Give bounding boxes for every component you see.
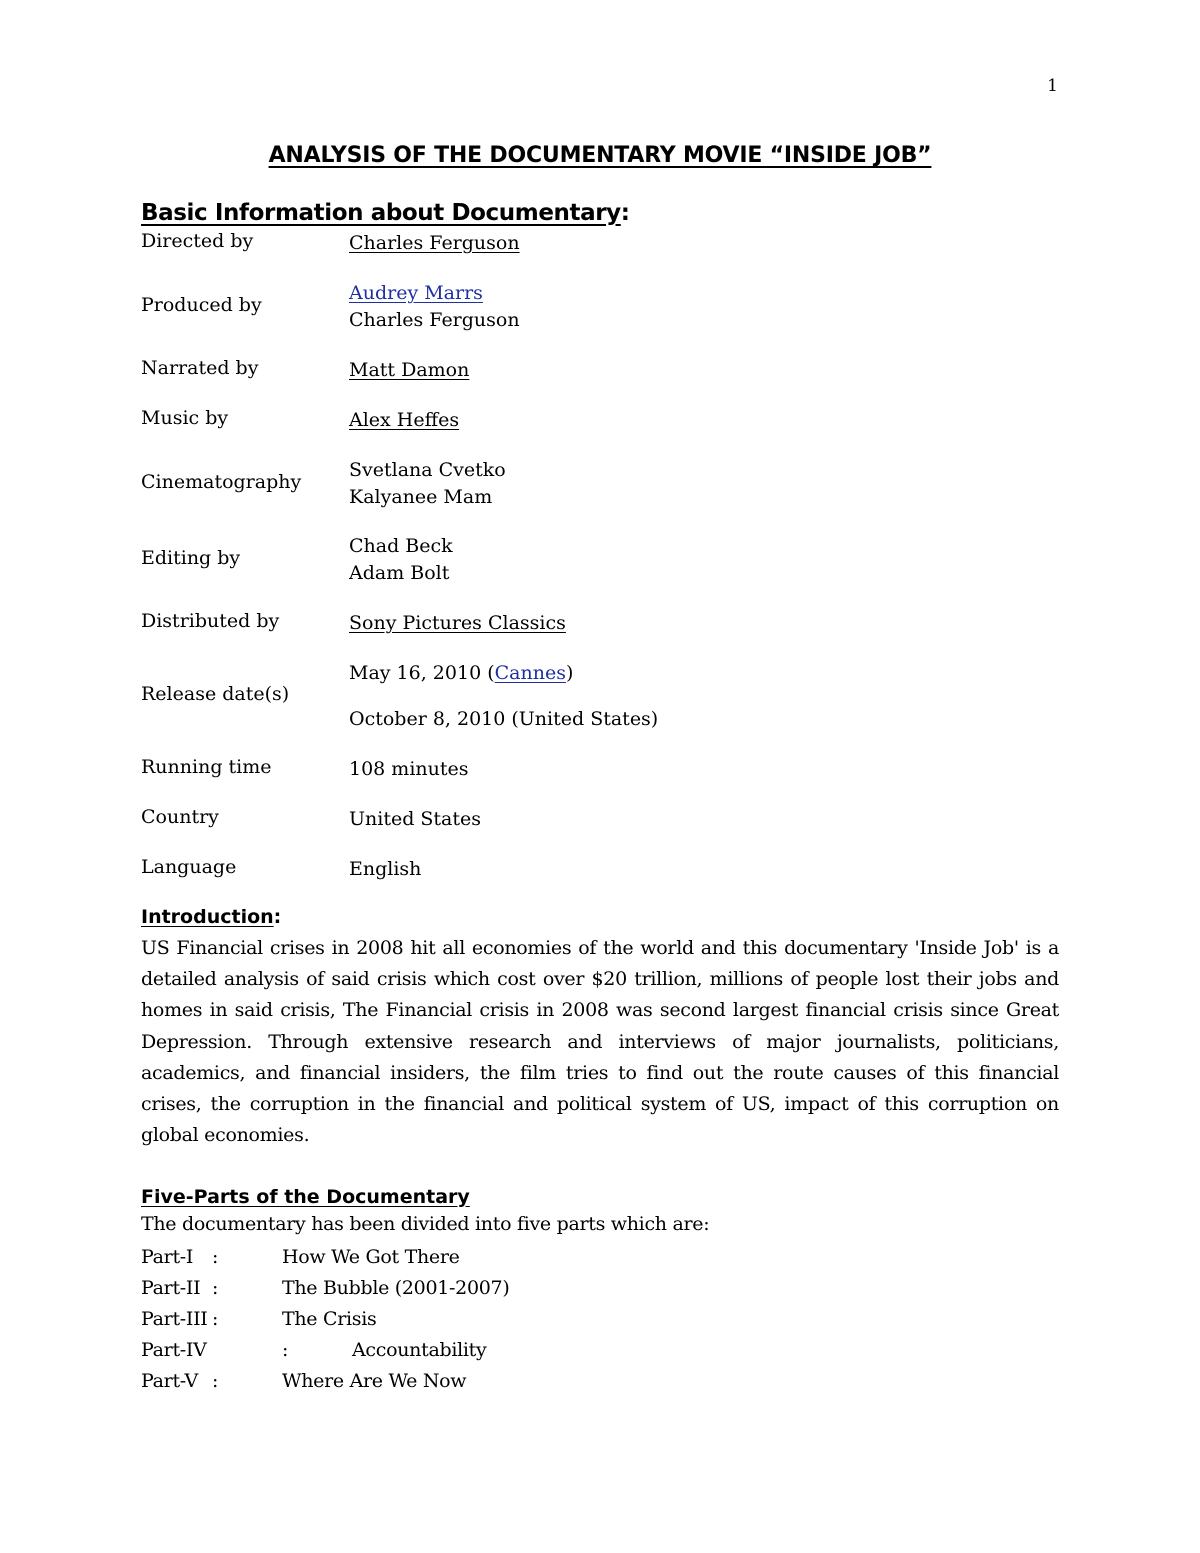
info-label: Editing by xyxy=(141,547,241,569)
info-label: Language xyxy=(141,856,237,878)
five-parts-heading xyxy=(141,1186,470,1208)
info-label: Produced by xyxy=(141,294,262,316)
page-number: 1 xyxy=(1047,76,1058,96)
part-label: Part-III xyxy=(141,1308,208,1330)
part-colon: : xyxy=(212,1246,219,1268)
five-parts-heading-text: Five-Parts of the Documentary xyxy=(141,1186,470,1208)
info-value: Chad Beck xyxy=(349,535,453,557)
part-colon: : xyxy=(212,1277,219,1299)
part-title: Accountability xyxy=(352,1339,487,1361)
document-title xyxy=(0,143,1200,168)
part-label: Part-IV xyxy=(141,1339,207,1361)
info-value: English xyxy=(349,858,422,880)
info-label: Release date(s) xyxy=(141,683,290,705)
part-label: Part-II xyxy=(141,1277,201,1299)
info-value-block xyxy=(349,660,658,733)
part-title: The Crisis xyxy=(282,1308,377,1330)
part-colon: : xyxy=(212,1308,219,1330)
five-parts-intro: The documentary has been divided into five parts which are: xyxy=(141,1213,710,1235)
info-value-link[interactable]: Alex Heffes xyxy=(349,409,460,431)
cannes-link[interactable]: Cannes xyxy=(494,662,566,684)
part-title: Where Are We Now xyxy=(282,1370,467,1392)
info-value: October 8, 2010 (United States) xyxy=(349,708,659,730)
info-label: Country xyxy=(141,806,219,828)
info-label: Narrated by xyxy=(141,357,259,379)
basic-info-heading-colon: : xyxy=(620,200,630,226)
info-label: Cinematography xyxy=(141,471,302,493)
release-prefix: May 16, 2010 ( xyxy=(349,662,495,684)
part-title: The Bubble (2001-2007) xyxy=(282,1277,510,1299)
part-label: Part-V xyxy=(141,1370,198,1392)
info-value-block xyxy=(349,533,453,587)
introduction-paragraph: US Financial crises in 2008 hit all economies of the world and this documentary 'Inside Job' is a detailed analysis of said crisis which cost over $20 trillion, millions of people lost their jobs and homes in said crisis, The Financial crisis in 2008 was second largest financial crisis since Great Depression. Through extensive research and interviews of major journalists, politicians, academics, and financial insiders, the film tries to find out the route causes of this financial crises, the corruption in the financial and political system of US, impact of this corruption on global economies. xyxy=(141,937,1059,1147)
info-value: Svetlana Cvetko xyxy=(349,459,506,481)
info-label: Distributed by xyxy=(141,610,280,632)
introduction-heading xyxy=(141,906,281,928)
info-value: 108 minutes xyxy=(349,758,469,780)
info-value-link[interactable]: Sony Pictures Classics xyxy=(349,612,566,634)
info-value-block xyxy=(349,457,506,511)
info-value-link[interactable]: Audrey Marrs xyxy=(349,282,483,304)
basic-info-heading xyxy=(141,200,630,226)
info-label: Running time xyxy=(141,756,272,778)
info-value-block xyxy=(349,280,520,334)
part-label: Part-I xyxy=(141,1246,194,1268)
introduction-heading-colon: : xyxy=(273,906,282,928)
part-colon: : xyxy=(212,1370,219,1392)
info-value xyxy=(349,660,658,687)
release-suffix: ) xyxy=(565,662,574,684)
introduction-heading-text: Introduction xyxy=(141,906,274,928)
part-colon: : xyxy=(282,1339,289,1361)
info-value-link[interactable]: Charles Ferguson xyxy=(349,232,520,254)
info-value: United States xyxy=(349,808,482,830)
info-label: Music by xyxy=(141,407,229,429)
info-value: Charles Ferguson xyxy=(349,309,520,331)
basic-info-heading-text: Basic Information about Documentary xyxy=(141,200,621,226)
document-title-text: ANALYSIS OF THE DOCUMENTARY MOVIE “INSIDE JOB” xyxy=(268,143,932,168)
info-label: Directed by xyxy=(141,230,254,252)
info-value: Adam Bolt xyxy=(349,562,450,584)
part-title: How We Got There xyxy=(282,1246,460,1268)
info-value-link[interactable]: Matt Damon xyxy=(349,359,470,381)
info-value: Kalyanee Mam xyxy=(349,486,493,508)
